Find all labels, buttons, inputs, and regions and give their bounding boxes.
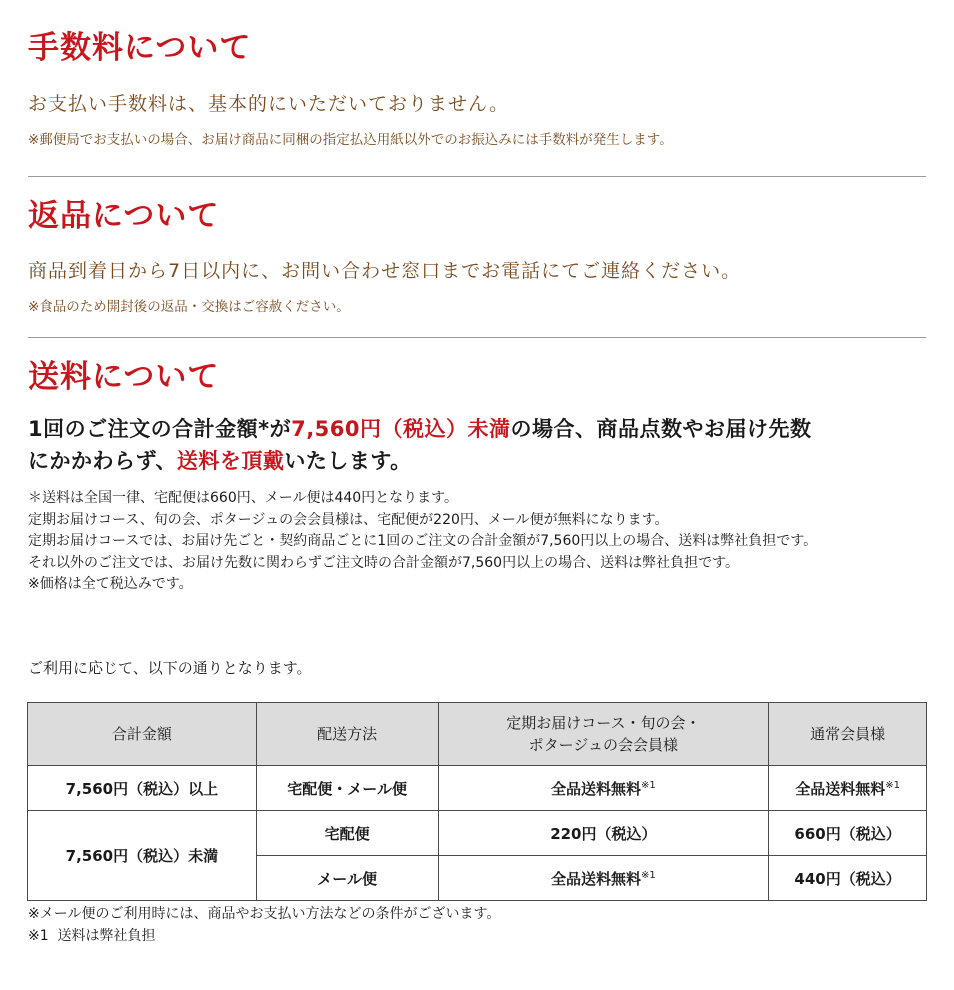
shipping-heading: 送料について [28,359,220,395]
amount-cell: 7,560円（税込）以上 [28,766,257,811]
normal-fee-cell: 全品送料無料$^{※1}$ [769,766,927,811]
shipping-note: 定期お届けコース、旬の会、ポタージュの会会員様は、宅配便が220円、メール便が無料になります。 [28,511,669,528]
member-fee-cell: 全品送料無料$^{※1}$ [438,856,769,901]
method-cell: 宅配便・メール便 [256,766,438,811]
shipping-note: それ以外のご注文では、お届け先数に関わらずご注文時の合計金額が7,560円以上の場合、送料は弊社負担です。 [28,554,739,571]
shipping-note: ※価格は全て税込みです。 [28,576,193,592]
fee-note: ※郵便局でお支払いの場合、お届け商品に同梱の指定払込用紙以外でのお振込みには手数料が発生します。 [28,132,673,148]
shipping-section [28,359,926,396]
shipping-charge-emphasis: 送料を頂戴 [176,449,285,473]
returns-heading: 返品について [28,198,220,234]
method-cell: メール便 [256,856,438,901]
member-fee-cell: 全品送料無料$^{※1}$ [438,766,769,811]
amount-cell: 7,560円（税込）未満 [28,811,257,901]
table-header-row [28,703,927,766]
returns-section [28,198,926,235]
table-intro: ご利用に応じて、以下の通りとなります。 [28,659,312,677]
normal-fee-cell: 660円（税込） [769,811,927,856]
table-footnotes [28,904,926,947]
fee-lead: お支払い手数料は、基本的にいただいておりません。 [28,93,510,115]
header-normal: 通常会員様 [769,703,927,766]
shipping-note: 定期お届けコースでは、お届け先ごと・契約商品ごとに1回のご注文の合計金額が7,560円以上の場合、送料は弊社負担です。 [28,533,818,549]
header-amount: 合計金額 [28,703,257,766]
table-row [28,811,927,856]
shipping-notes [28,488,926,596]
shipping-lead: 1回のご注文の合計金額*が7,560円（税込）未満の場合、商品点数やお届け先数 にかかわらず、送料を頂戴いたします。 [28,417,812,473]
normal-fee-cell: 440円（税込） [769,856,927,901]
returns-note: ※食品のため開封後の返品・交換はご容赦ください。 [28,299,350,315]
fee-heading: 手数料について [28,30,252,66]
fee-section [28,30,926,67]
threshold-amount: 7,560円（税込）未満 [291,417,511,441]
header-method: 配送方法 [256,703,438,766]
table-row [28,766,927,811]
divider [28,176,926,177]
footnote: ※メール便のご利用時には、商品やお支払い方法などの条件がございます。 [28,906,501,922]
shipping-note: ＊送料は全国一律、宅配便は660円、メール便は440円となります。 [28,490,459,506]
header-member: 定期お届けコース・旬の会・ ポタージュの会会員様 [438,703,769,766]
member-fee-cell: 220円（税込） [438,811,769,856]
returns-lead: 商品到着日から7日以内に、お問い合わせ窓口までお電話にてご連絡ください。 [28,260,742,282]
shipping-fee-table [27,702,927,901]
divider [28,337,926,338]
footnote: ※1 送料は弊社負担 [28,927,156,944]
method-cell: 宅配便 [256,811,438,856]
